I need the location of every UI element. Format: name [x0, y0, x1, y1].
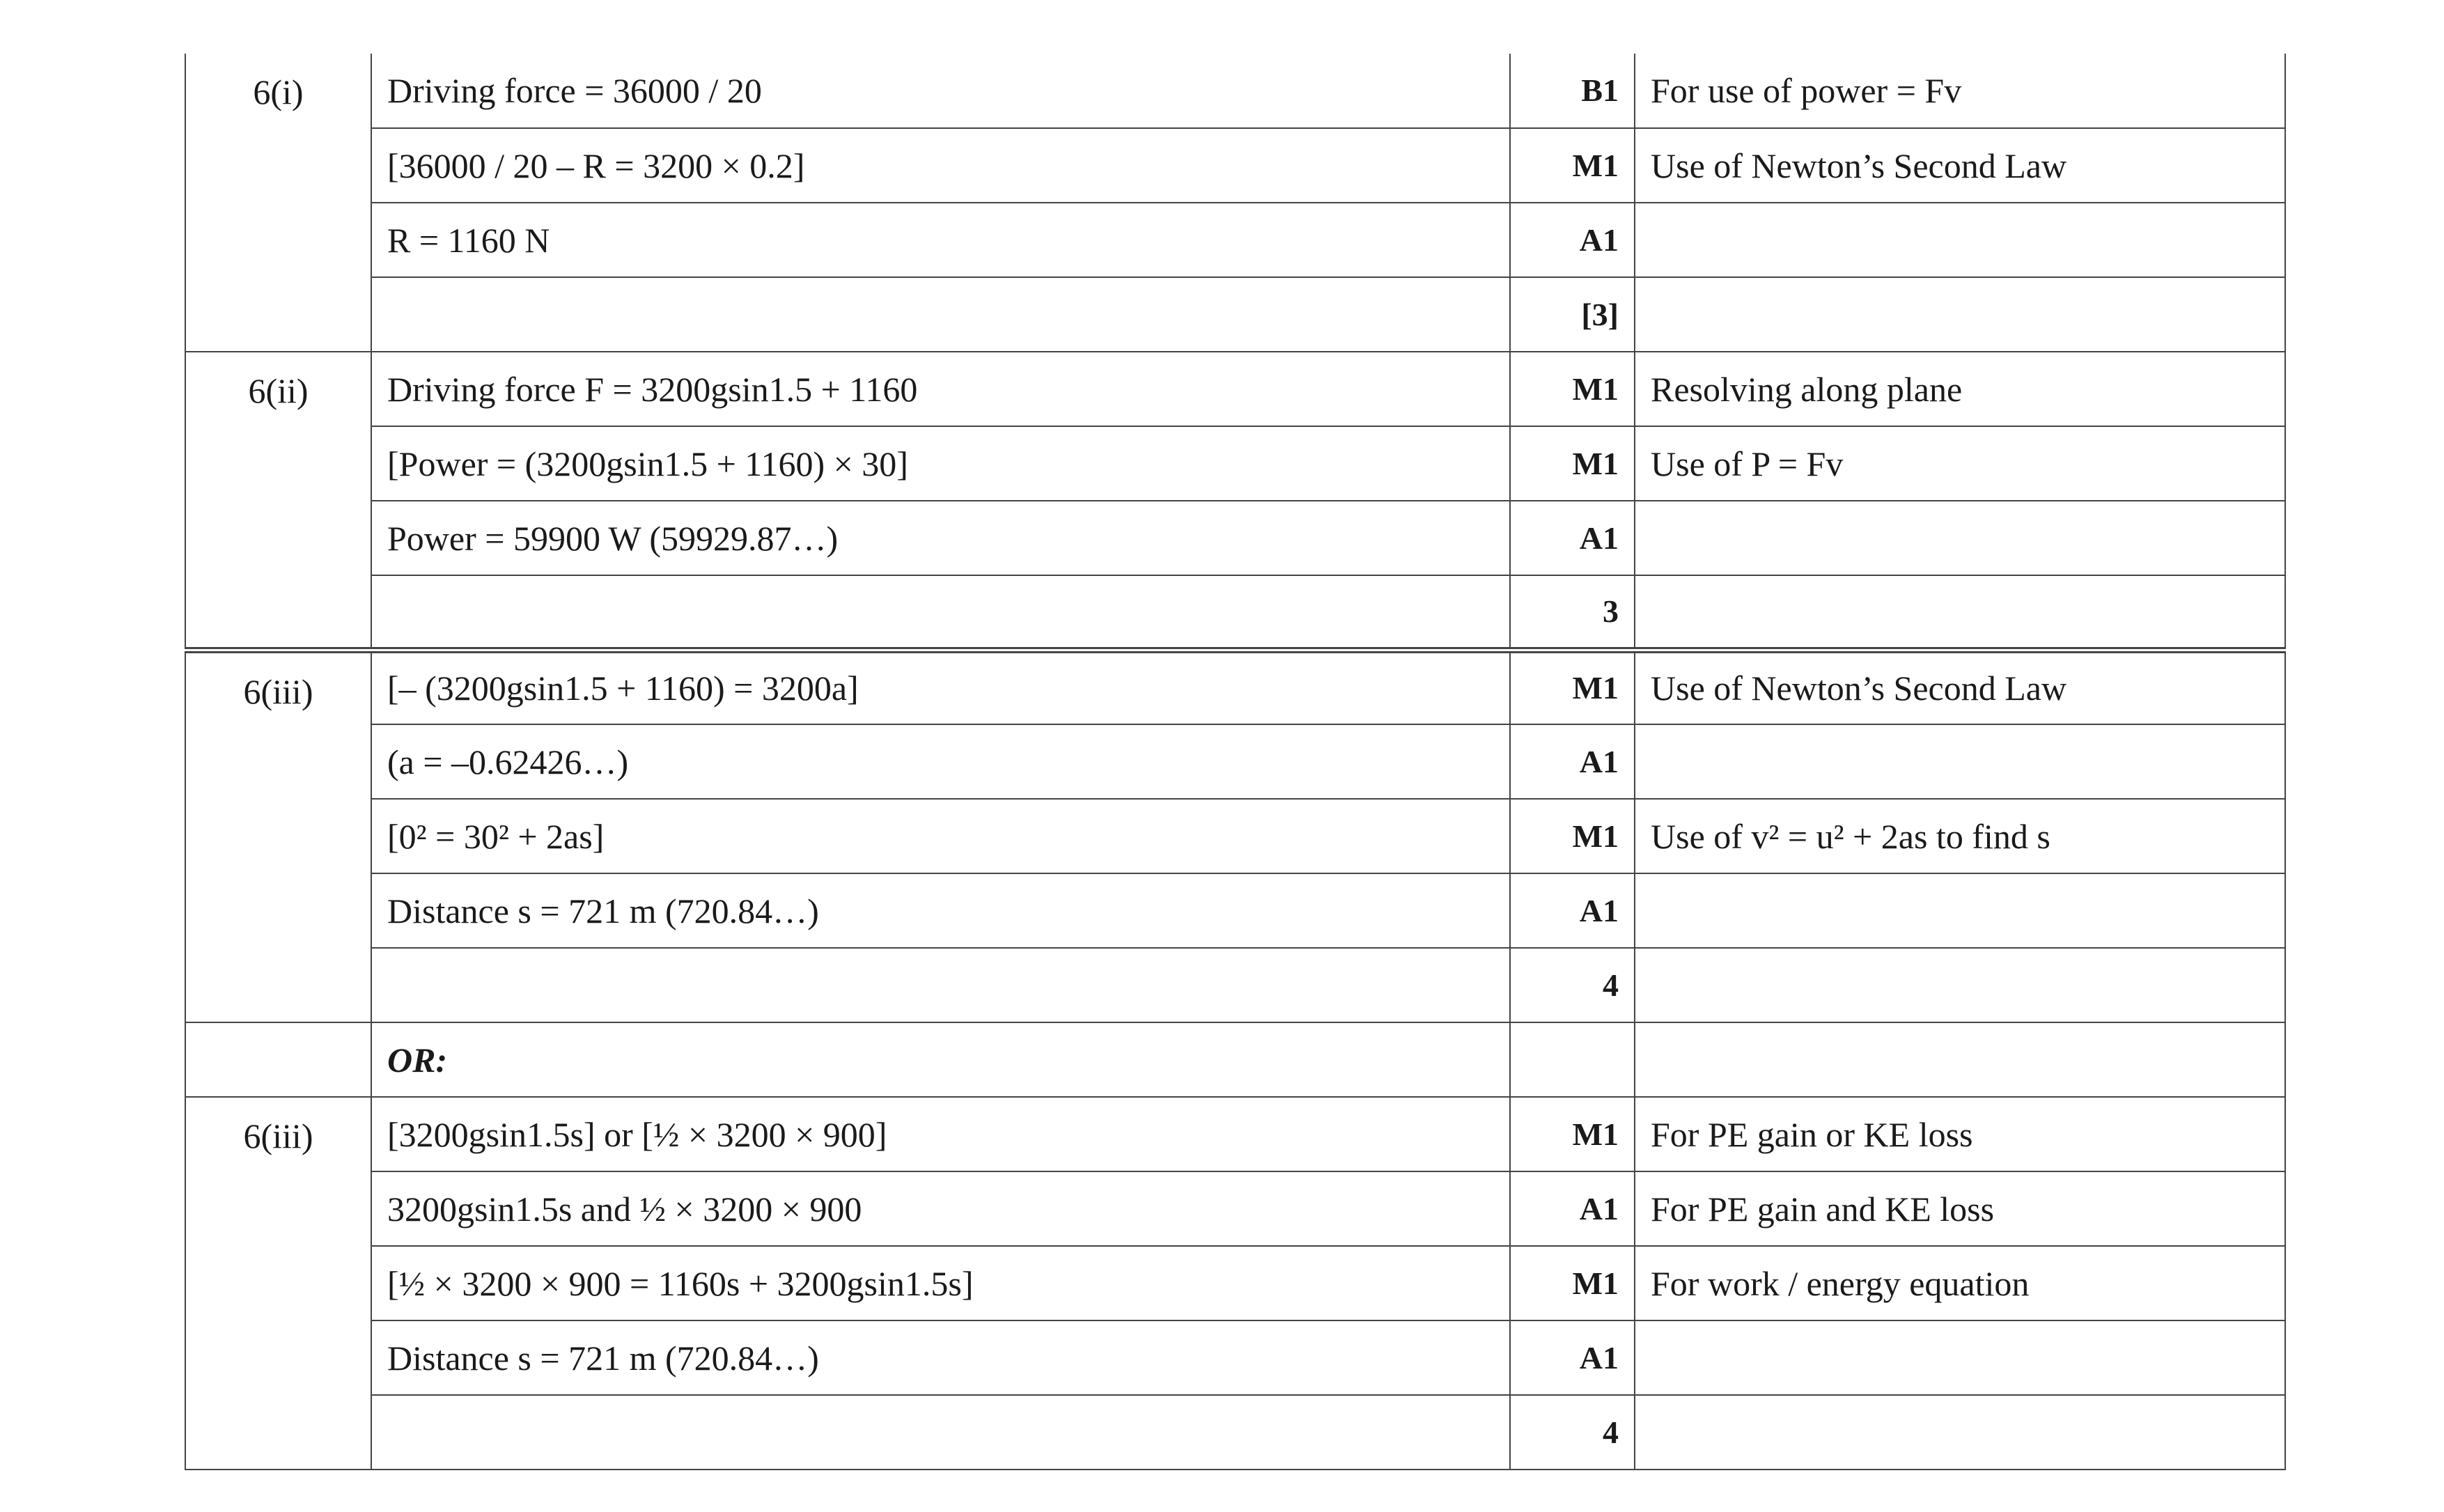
guidance-cell: For PE gain or KE loss — [1635, 1097, 2285, 1171]
question-number: 6(i) — [185, 54, 371, 128]
question-number — [185, 873, 371, 948]
guidance-cell — [1635, 203, 2285, 277]
answer-cell: Power = 59900 W (59929.87…) — [371, 501, 1510, 575]
mark-cell: B1 — [1510, 54, 1635, 128]
answer-cell — [371, 948, 1510, 1022]
mark-cell: M1 — [1510, 352, 1635, 426]
question-number — [185, 575, 371, 650]
table-row — [185, 54, 2285, 128]
table-row — [185, 352, 2285, 426]
mark-cell: M1 — [1510, 799, 1635, 873]
answer-cell: Driving force = 36000 / 20 — [371, 54, 1510, 128]
table-row — [185, 128, 2285, 203]
question-number — [185, 203, 371, 277]
question-number: 6(iii) — [185, 650, 371, 724]
guidance-cell — [1635, 1395, 2285, 1470]
guidance-cell — [1635, 501, 2285, 575]
question-number — [185, 1320, 371, 1395]
question-number — [185, 128, 371, 203]
question-number — [185, 426, 371, 501]
question-number — [185, 501, 371, 575]
answer-cell: [0² = 30² + 2as] — [371, 799, 1510, 873]
guidance-cell: Use of P = Fv — [1635, 426, 2285, 501]
guidance-cell: Use of Newton’s Second Law — [1635, 128, 2285, 203]
mark-cell: M1 — [1510, 650, 1635, 724]
table-row — [185, 426, 2285, 501]
question-number — [185, 277, 371, 352]
answer-cell — [371, 575, 1510, 650]
answer-cell: Driving force F = 3200gsin1.5 + 1160 — [371, 352, 1510, 426]
table-row — [185, 1395, 2285, 1470]
mark-cell: 3 — [1510, 575, 1635, 650]
question-number — [185, 724, 371, 799]
table-row — [185, 1246, 2285, 1320]
guidance-cell: Use of v² = u² + 2as to find s — [1635, 799, 2285, 873]
answer-cell: Distance s = 721 m (720.84…) — [371, 873, 1510, 948]
question-number — [185, 948, 371, 1022]
table-row — [185, 203, 2285, 277]
answer-cell: [½ × 3200 × 900 = 1160s + 3200gsin1.5s] — [371, 1246, 1510, 1320]
answer-cell: Distance s = 721 m (720.84…) — [371, 1320, 1510, 1395]
guidance-cell: Use of Newton’s Second Law — [1635, 650, 2285, 724]
table-row — [185, 277, 2285, 352]
mark-cell: A1 — [1510, 724, 1635, 799]
mark-cell: M1 — [1510, 1097, 1635, 1171]
question-number — [185, 1171, 371, 1246]
mark-cell: 4 — [1510, 948, 1635, 1022]
question-number — [185, 1395, 371, 1470]
mark-cell: M1 — [1510, 426, 1635, 501]
mark-cell: A1 — [1510, 501, 1635, 575]
guidance-cell — [1635, 724, 2285, 799]
answer-cell — [371, 277, 1510, 352]
mark-scheme-table — [185, 54, 2286, 1470]
answer-cell: [36000 / 20 – R = 3200 × 0.2] — [371, 128, 1510, 203]
mark-cell: 4 — [1510, 1395, 1635, 1470]
question-number — [185, 1246, 371, 1320]
table-row — [185, 1320, 2285, 1395]
or-label: OR: — [371, 1022, 1510, 1097]
answer-cell: [3200gsin1.5s] or [½ × 3200 × 900] — [371, 1097, 1510, 1171]
mark-cell: A1 — [1510, 1320, 1635, 1395]
answer-cell: (a = –0.62426…) — [371, 724, 1510, 799]
table-row — [185, 1022, 2285, 1097]
mark-cell: [3] — [1510, 277, 1635, 352]
mark-cell: A1 — [1510, 873, 1635, 948]
mark-cell: A1 — [1510, 203, 1635, 277]
answer-cell: [– (3200gsin1.5 + 1160) = 3200a] — [371, 650, 1510, 724]
question-number — [185, 799, 371, 873]
guidance-cell — [1635, 873, 2285, 948]
guidance-cell: For PE gain and KE loss — [1635, 1171, 2285, 1246]
mark-cell: M1 — [1510, 1246, 1635, 1320]
guidance-cell: Resolving along plane — [1635, 352, 2285, 426]
guidance-cell: For work / energy equation — [1635, 1246, 2285, 1320]
table-row — [185, 650, 2285, 724]
mark-cell — [1510, 1022, 1635, 1097]
guidance-cell — [1635, 575, 2285, 650]
mark-cell: M1 — [1510, 128, 1635, 203]
table-row — [185, 948, 2285, 1022]
question-number — [185, 1022, 371, 1097]
guidance-cell — [1635, 277, 2285, 352]
answer-cell — [371, 1395, 1510, 1470]
guidance-cell — [1635, 948, 2285, 1022]
table-row — [185, 724, 2285, 799]
guidance-cell — [1635, 1022, 2285, 1097]
table-row — [185, 501, 2285, 575]
answer-cell: [Power = (3200gsin1.5 + 1160) × 30] — [371, 426, 1510, 501]
answer-cell: 3200gsin1.5s and ½ × 3200 × 900 — [371, 1171, 1510, 1246]
table-row — [185, 873, 2285, 948]
mark-cell: A1 — [1510, 1171, 1635, 1246]
table-row — [185, 1171, 2285, 1246]
guidance-cell: For use of power = Fv — [1635, 54, 2285, 128]
table-row — [185, 799, 2285, 873]
question-number: 6(iii) — [185, 1097, 371, 1171]
table-row — [185, 575, 2285, 650]
table-row — [185, 1097, 2285, 1171]
question-number: 6(ii) — [185, 352, 371, 426]
answer-cell: R = 1160 N — [371, 203, 1510, 277]
guidance-cell — [1635, 1320, 2285, 1395]
